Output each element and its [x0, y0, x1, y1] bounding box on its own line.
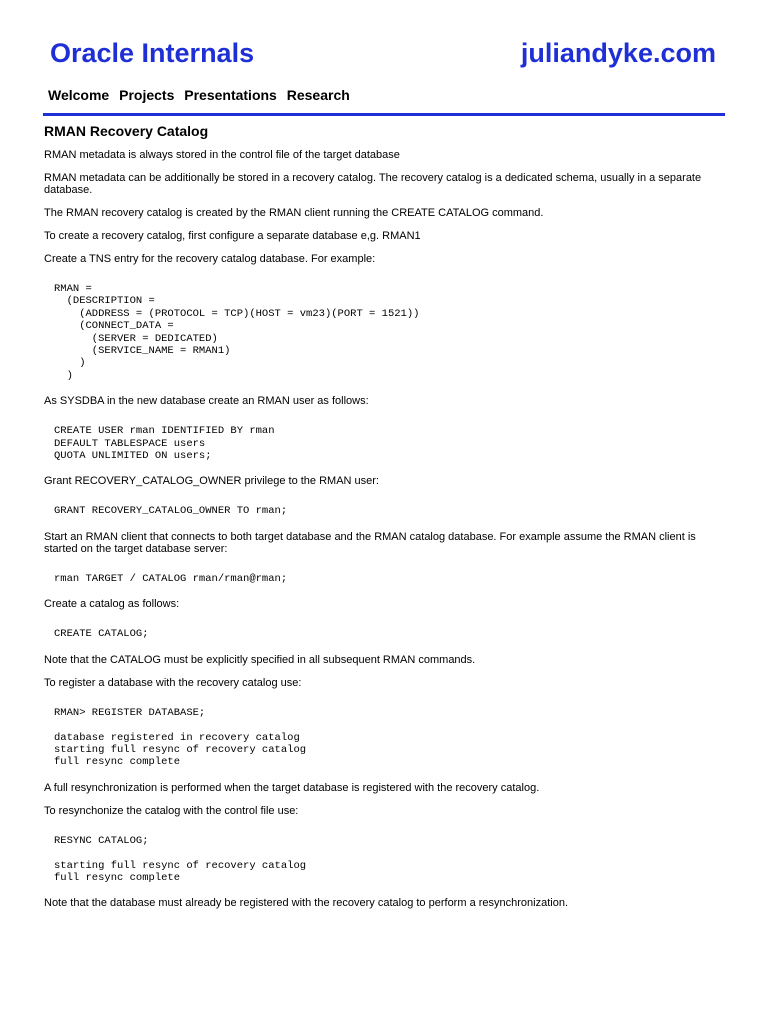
nav-link-projects[interactable]: Projects [119, 87, 175, 103]
code-block: RESYNC CATALOG; starting full resync of recovery catalog full resync complete [54, 834, 307, 884]
paragraph: Start an RMAN client that connects to both target database and the RMAN catalog database. For example assume the RMAN client is started on the target database server: [44, 530, 696, 555]
code-block: rman TARGET / CATALOG rman/rman@rman; [54, 572, 288, 585]
nav-link-research[interactable]: Research [286, 87, 350, 103]
main-nav [48, 87, 356, 103]
paragraph: To resynchonize the catalog with the control file use: [44, 804, 299, 817]
paragraph: Note that the CATALOG must be explicitly specified in all subsequent RMAN commands. [44, 653, 476, 666]
code-block: RMAN> REGISTER DATABASE; database registered in recovery catalog starting full resync of recovery catalog full resync complete [54, 706, 307, 769]
site-domain-link[interactable]: juliandyke.com [520, 38, 716, 68]
paragraph: Create a catalog as follows: [44, 598, 180, 611]
code-block: CREATE USER rman IDENTIFIED BY rman DEFAULT TABLESPACE users QUOTA UNLIMITED ON users; [54, 425, 275, 463]
code-block: CREATE CATALOG; [54, 628, 149, 641]
nav-link-welcome[interactable]: Welcome [48, 87, 110, 103]
page-title: RMAN Recovery Catalog [44, 123, 209, 139]
paragraph: Note that the database must already be registered with the recovery catalog to perform a resynchronization. [44, 897, 569, 910]
paragraph: RMAN metadata is always stored in the control file of the target database [44, 149, 400, 161]
code-block: RMAN = (DESCRIPTION = (ADDRESS = (PROTOCOL = TCP)(HOST = vm23)(PORT = 1521)) (CONNECT_DATA = (SERVER = DEDICATED) (SERVICE_NAME = RMAN1) ) ) [54, 283, 420, 382]
paragraph: A full resynchronization is performed when the target database is registered with the recovery catalog. [44, 781, 540, 794]
paragraph: To register a database with the recovery catalog use: [44, 676, 302, 689]
paragraph: Grant RECOVERY_CATALOG_OWNER privilege to the RMAN user: [44, 475, 379, 488]
nav-link-presentations[interactable]: Presentations [184, 87, 277, 103]
paragraph: RMAN metadata can be additionally be stored in a recovery catalog. The recovery catalog is a dedicated schema, usually in a separate database. [44, 172, 702, 196]
article-content [44, 123, 724, 920]
paragraph: Create a TNS entry for the recovery catalog database. For example: [44, 253, 376, 265]
header-divider [43, 113, 725, 116]
article-body [44, 149, 724, 909]
paragraph: As SYSDBA in the new database create an RMAN user as follows: [44, 395, 369, 408]
code-block: GRANT RECOVERY_CATALOG_OWNER TO rman; [54, 505, 288, 518]
paragraph: To create a recovery catalog, first configure a separate database e,g. RMAN1 [44, 230, 421, 242]
paragraph: The RMAN recovery catalog is created by the RMAN client running the CREATE CATALOG command. [44, 207, 544, 219]
site-title: Oracle Internals [50, 38, 255, 68]
